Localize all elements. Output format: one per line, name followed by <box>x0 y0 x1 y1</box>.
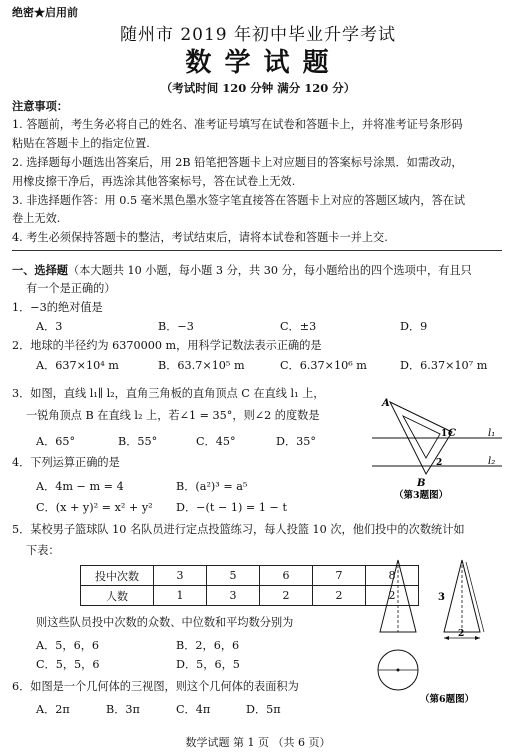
question-4-option-d: D．−(t − 1) = 1 − t <box>176 501 287 514</box>
table-cell: 3 <box>154 566 207 586</box>
question-4-option-b: B．(a²)³ = a⁵ <box>176 480 248 493</box>
question-3-option-b: B．55° <box>118 435 158 448</box>
section-heading-line <box>12 262 472 278</box>
table-cell: 3 <box>207 586 260 606</box>
table-header-cell: 投中次数 <box>81 566 154 586</box>
question-2-stem: 2．地球的半径约为 6370000 m，用科学记数法表示正确的是 <box>12 339 322 352</box>
table-row <box>81 566 419 586</box>
page-footer: 数学试题 第 1 页 （共 6 页） <box>185 736 331 749</box>
note-line: 粘贴在答题卡上的指定位置. <box>12 137 150 150</box>
divider <box>12 250 502 251</box>
question-4-option-a: A．4m − m = 4 <box>36 480 124 493</box>
figure-6-caption: （第6题图） <box>420 694 475 705</box>
note-line: 1. 答题前，考生务必将自己的姓名、准考证号填写在试卷和答题卡上，并将准考证号条形码 <box>12 118 463 131</box>
question-1-stem: 1．−3的绝对值是 <box>12 301 103 314</box>
question-6-option-c: C．4π <box>176 703 211 716</box>
question-3-option-c: C．45° <box>196 435 236 448</box>
triangle-inner <box>403 416 440 458</box>
slant-dimension-line <box>466 562 484 632</box>
note-line: 用橡皮擦干净后，再选涂其他答案标号，答在试卷上无效. <box>12 175 296 188</box>
table-cell: 2 <box>260 586 313 606</box>
question-1-option-c: C．±3 <box>280 320 317 333</box>
table-header-cell: 人数 <box>81 586 154 606</box>
notes-title: 注意事项： <box>12 99 68 113</box>
question-6-option-d: D．5π <box>246 703 281 716</box>
question-3-option-a: A．65° <box>36 435 76 448</box>
figure-3-diagram <box>370 392 506 500</box>
page-title: 数 学 试 题 <box>185 48 331 78</box>
question-6-option-b: B．3π <box>106 703 140 716</box>
question-5-option-c: C．5，5，6 <box>36 658 100 671</box>
table-row <box>81 586 419 606</box>
question-5-option-a: A．5，6，6 <box>36 639 99 652</box>
label-l2: l₂ <box>488 456 496 467</box>
frequency-table <box>80 565 419 606</box>
label-angle-2: 2 <box>436 458 443 468</box>
arrow-left-icon <box>444 636 449 640</box>
label-l1: l₁ <box>488 428 496 439</box>
section-desc: （本大题共 10 小题，每小题 3 分，共 30 分，每小题给出的四个选项中，有且只 <box>67 264 472 277</box>
table-cell: 8 <box>366 566 419 586</box>
question-4-option-c: C．(x + y)² = x² + y² <box>36 501 153 514</box>
question-1-option-b: B．−3 <box>158 320 194 333</box>
question-5-option-b: B．2，6，6 <box>176 639 240 652</box>
note-line: 卷上无效. <box>12 212 61 225</box>
note-line: 3. 非选择题作答：用 0.5 毫米黑色墨水签字笔直接答在答题卡上对应的答题区域内，答在试 <box>12 194 466 207</box>
question-2-option-b: B．63.7×10⁵ m <box>158 359 245 372</box>
table-cell: 5 <box>207 566 260 586</box>
question-6-stem: 6．如图是一个几何体的三视图，则这个几何体的表面积为 <box>12 680 299 693</box>
figure-6-three-views <box>376 552 508 728</box>
question-1-option-d: D．9 <box>400 320 428 333</box>
secret-tag: 绝密★启用前 <box>12 6 78 19</box>
top-view-center-dot <box>397 669 400 672</box>
label-base-2: 2 <box>458 629 465 639</box>
table-cell: 7 <box>313 566 366 586</box>
label-b: B <box>417 478 426 489</box>
label-a: A <box>382 398 390 409</box>
question-5-option-d: D．5，6，5 <box>176 658 240 671</box>
table-cell: 1 <box>154 586 207 606</box>
exam-name: 随州市 2019 年初中毕业升学考试 <box>119 25 397 45</box>
question-2-option-c: C．6.37×10⁶ m <box>280 359 367 372</box>
exam-info: （考试时间 120 分钟 满分 120 分） <box>160 81 356 95</box>
question-6-option-a: A．2π <box>36 703 70 716</box>
label-c: C <box>448 428 456 439</box>
question-1-option-a: A．3 <box>36 320 63 333</box>
question-3-option-d: D．35° <box>276 435 316 448</box>
question-3-stem: 3．如图，直线 l₁∥ l₂，直角三角板的直角顶点 C 在直线 l₁ 上， <box>12 387 325 400</box>
question-2-option-a: A．637×10⁴ m <box>36 359 119 372</box>
figure-3-caption: （第3题图） <box>394 490 449 500</box>
question-5-question: 则这些队员投中次数的众数、中位数和平均数分别为 <box>36 616 294 629</box>
question-3-stem-2: 一锐角顶点 B 在直线 l₂ 上，若∠1 = 35°，则∠2 的度数是 <box>26 409 320 422</box>
table-cell: 2 <box>366 586 419 606</box>
label-slant-3: 3 <box>438 592 445 603</box>
question-4-stem: 4．下列运算正确的是 <box>12 456 120 469</box>
section-desc-2: 有一个是正确的） <box>26 282 116 295</box>
section-heading: 一、选择题 <box>12 263 68 277</box>
note-line: 4. 考生必须保持答题卡的整洁，考试结束后，请将本试卷和答题卡一并上交. <box>12 231 388 244</box>
note-line: 2. 选择题每小题选出答案后，用 2B 铅笔把答题卡上对应题目的答案标号涂黑．如需改动， <box>12 156 463 169</box>
question-2-option-d: D．6.37×10⁷ m <box>400 359 488 372</box>
arrow-right-icon <box>475 636 480 640</box>
table-cell: 6 <box>260 566 313 586</box>
table-cell: 2 <box>313 586 366 606</box>
label-angle-1: 1 <box>441 429 448 439</box>
question-5-stem: 5．某校男子篮球队 10 名队员进行定点投篮练习，每人投篮 10 次，他们投中的次数统计如 <box>12 523 465 536</box>
question-5-stem-2: 下表： <box>26 544 60 557</box>
